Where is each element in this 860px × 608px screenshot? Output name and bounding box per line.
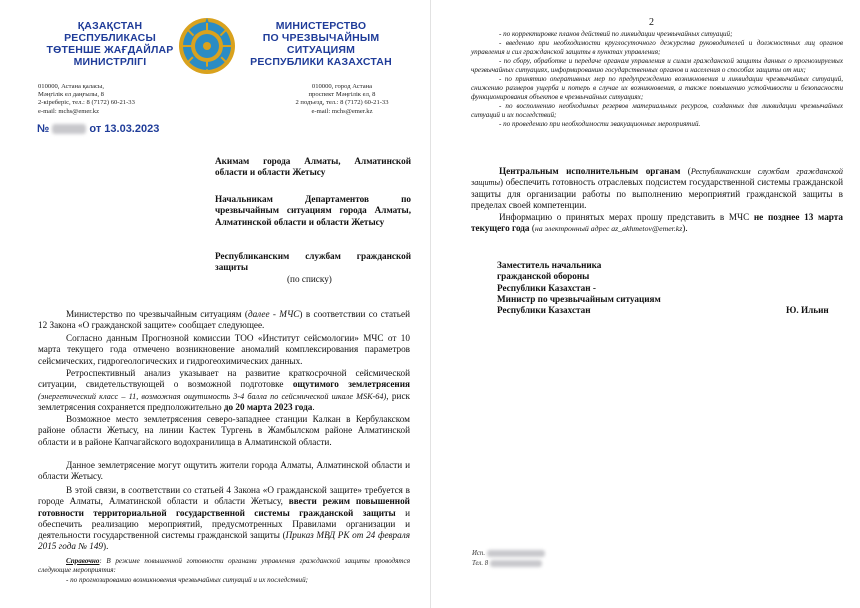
text-run: и обеспечить реализацию мероприятий, предусмотренных Правилами организации и деятельности государственной системы гражданской защиты ( [38,507,410,541]
document-date: от 13.03.2023 [89,123,160,135]
header-russian-line: ПО ЧРЕЗВЫЧАЙНЫМ [262,32,380,44]
header-kazakh-line: МИНИСТРЛІГІ [73,56,147,68]
address-line: 010000, город Астана [311,83,373,90]
addressee-akims: Акимам города Алматы, Алматинской области и области Жетысу [215,156,411,178]
text-run: Приказ МВД РК от 24 февраля 2015 года № 149 [38,530,410,552]
text-run: Ретроспективный анализ указывает на развитие краткосрочной сейсмической ситуации, свидетельствующей о возможной подготовке [38,368,410,390]
reference-label: Справочно [66,557,100,565]
list-item: - по проведению при необходимости эвакуационных мероприятий. [499,120,701,128]
measures-list [471,30,843,129]
text-run: : В режиме повышенной готовности органами управления гражданской защиты проводятся следующие мероприятия: [38,557,410,574]
number-prefix: № [37,123,50,135]
text-run: Информацию о принятых мерах прошу представить в МЧС [499,212,754,222]
text-run: ) в соответствии со статьей 12 Закона «О гражданской защите» сообщает следующее. [38,309,410,331]
header-kazakh-line: ҚАЗАҚСТАН [77,20,143,32]
paragraph-info-request: Информацию о принятых мерах прошу представить в МЧС не позднее 13 марта текущего года (на электронный адрес az_akhmetov@emer.kz). [471,212,843,234]
address-russian [262,83,422,116]
address-line: 2 подъезд, тел.: 8 (7172) 60-21-33 [295,99,389,107]
header-kazakh-line: РЕСПУБЛИКАСЫ [64,32,156,44]
text-run: на электронный адрес az_akhmetov@emer.kz [534,224,683,234]
signature-line: гражданской обороны [497,271,590,282]
text-run: обеспечить готовность отраслевых подсистем государственной системы гражданской защиты для организации работы по выполнению мероприятий гражданской защиты в пределах своей компетенции. [471,177,844,210]
header-russian [246,20,396,68]
header-kazakh-line: ТӨТЕНШЕ ЖАҒДАЙЛАР [46,44,174,56]
address-line: Мәңгілік ел даңғылы, 8 [38,91,104,99]
address-line: 2-кіреберіс, тел.: 8 (7172) 60-21-33 [38,99,135,107]
signature-line: Министр по чрезвычайным ситуациям [497,293,661,304]
list-item: - введению при необходимости круглосуточного дежурства руководителей и должностных лиц органов управления и сил гражданской защиты в пунктах управления; [471,39,843,56]
redacted-number [52,124,86,134]
paragraph-forecast: Согласно данным Прогнозной комиссии ТОО «Институт сейсмологии» МЧС от 10 марта текущего года отмечено возникновение аномалий комплексирования параметров сейсмических, гидрогеологических и гидрогеохимических данных. [38,333,410,366]
address-line: 010000, Астана қаласы, [38,83,105,90]
text-run: ввести режим повышенной готовности территориальной государственной системы гражданской защиты [38,496,410,518]
text-run: (энергетический класс – 11, возможная ощутимость 3-4 балла по сейсмической шкале MSK-64) [38,391,387,401]
list-item: - по сбору, обработке и передаче органам управления и силам гражданской защиты данных о прогнозируемых чрезвычайных ситуациях, информированию государственных органов и населения о способах защиты от них; [471,57,843,74]
list-item: - по восполнению необходимых резервов материальных ресурсов, созданных для ликвидации чрезвычайных ситуаций и их последствий; [471,102,843,119]
state-emblem-icon [177,16,237,76]
document-number-date [37,123,159,135]
addressee-departments: Начальникам Департаментов по чрезвычайным ситуациям города Алматы, Алматинской области и области Жетысу [215,194,411,227]
redacted-phone [490,560,542,567]
paragraph-residents: Данное землетрясение могут ощутить жители города Алматы, Алматинской области и области Жетысу. [38,460,410,482]
paragraph-intro [38,309,410,332]
by-list-note: (по списку) [287,274,332,284]
signer-name: Ю. Ильин [786,305,829,315]
text-run: Министерство по чрезвычайным ситуациям ( [66,309,248,319]
signature-line: Республики Казахстан - [497,282,596,293]
address-line: e-mail: mchs@emer.kz [311,107,373,115]
signature-block [497,260,697,316]
address-kazakh [38,83,188,116]
executor-label: Исп. [472,550,486,557]
text-run: Республиканским службам гражданской защиты [471,167,843,188]
text-run: ). [103,541,109,552]
paragraph-readiness [38,485,410,553]
header-russian-line: МИНИСТЕРСТВО [275,20,367,32]
reference-note [38,557,410,575]
text-run: ощутимого землетрясения [292,379,410,390]
text-run: Центральным исполнительным органам [499,166,681,176]
signature-line: Заместитель начальника [497,260,602,270]
document-page-2 [430,0,860,608]
page-number: 2 [649,17,654,28]
paragraph-analysis [38,368,410,413]
list-item: - по корректировке планов действий по ликвидации чрезвычайных ситуаций; [499,30,733,38]
executor-info [472,549,545,569]
text-run: далее - МЧС [247,309,300,319]
paragraph-central-bodies: Центральным исполнительным органам (Республиканским службам гражданской защиты) обеспечить готовность отраслевых подсистем государственной системы гражданской защиты для организации работы по выполнению мероприятий гражданской защиты в пределах своей компетенции. [471,166,844,210]
text-run: до 20 марта 2023 года [223,401,313,412]
address-line: e-mail: mchs@emer.kz [38,107,99,115]
header-russian-line: СИТУАЦИЯМ [286,44,356,56]
header-russian-line: РЕСПУБЛИКИ КАЗАХСТАН [250,56,392,68]
paragraph-location: Возможное место землетрясения северо-западнее станции Калкан в Кербулакском районе области Жетысу, на линии Кастек Тургень в Жамбылском районе Алматинской области и в районе Капчагайского водохранилища в Алматинской области. [38,414,410,447]
reference-item: - по прогнозированию возникновения чрезвычайных ситуаций и их последствий; [66,576,309,584]
text-run: не позднее 13 марта текущего года [471,212,843,234]
address-line: проспект Мәңгілік ел, 8 [308,91,376,99]
text-run: . [312,401,315,412]
addressee-services: Республиканским службам гражданской защиты [215,251,411,273]
list-item: - по принятию оперативных мер по предупреждению возникновения и ликвидации чрезвычайных ситуаций, снижению размеров ущерба и потерь в случае их возникновения, а также повышению устойчивости и безопасности функционирования объектов в чрезвычайных ситуациях; [471,75,843,101]
text-run: , риск землетрясения сохраняется предположительно [38,390,410,412]
signature-line: Республики Казахстан [497,305,591,316]
text-run: В этой связи, в соответствии со статьей 4 Закона «О гражданской защите» требуется в городе Алматы, Алматинской области и области Жетысу, [38,485,410,507]
phone-label: Тел. 8 [472,560,489,567]
redacted-executor [487,550,545,557]
header-kazakh [40,20,180,68]
